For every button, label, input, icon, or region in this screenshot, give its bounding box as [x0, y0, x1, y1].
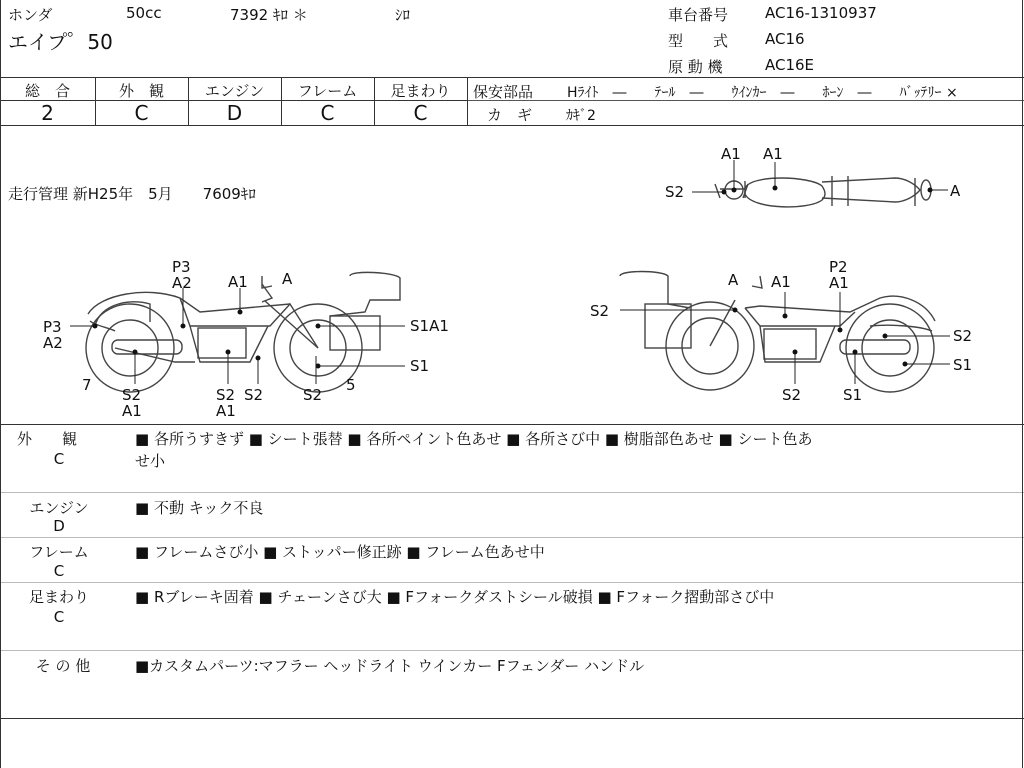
damage-code: 5: [346, 376, 356, 394]
overall-grade-label: 総 合: [24, 82, 70, 100]
exterior-grade: C: [134, 101, 149, 125]
section-label: エンジン: [29, 499, 89, 517]
model-name: エイプ゜50: [8, 30, 113, 54]
section-label: フレーム: [29, 543, 89, 561]
damage-code: S1: [953, 356, 973, 374]
damage-code: 7: [82, 376, 92, 394]
section-label: 足まわり: [28, 588, 89, 606]
divider: [0, 650, 1024, 651]
damage-code: A1: [122, 402, 142, 420]
damage-code: S2: [590, 302, 610, 320]
damage-code: S2: [122, 386, 142, 404]
frame-number-label: 車台番号: [668, 6, 729, 24]
damage-code: S2: [665, 183, 685, 201]
key-label: カ ギ: [487, 106, 533, 124]
mileage-note: 走行管理 新H25年 5月 7609ｷﾛ: [8, 185, 256, 203]
damage-diagram: [0, 126, 1024, 424]
key-value: ｶｷﾞ2: [566, 108, 596, 124]
damage-code: P3: [43, 318, 62, 336]
overall-grade: 2: [41, 101, 54, 125]
section-text: ■ Rブレーキ固着 ■ チェーンさび大 ■ Fフォークダストシール破損 ■ Fフォーク摺動部さび中: [135, 588, 775, 606]
section-text: せ小: [135, 452, 166, 470]
divider: [0, 77, 1024, 78]
divider: [0, 582, 1024, 583]
damage-code: S2: [303, 386, 323, 404]
section-grade: C: [53, 608, 65, 626]
section-label: そ の 他: [35, 657, 91, 675]
damage-code: A1: [228, 273, 248, 291]
divider: [467, 77, 468, 125]
suspension-grade: C: [413, 101, 428, 125]
damage-code: S2: [953, 327, 973, 345]
damage-code: A1: [763, 145, 783, 163]
damage-code: A1: [829, 274, 849, 292]
damage-code: P3: [172, 258, 191, 276]
damage-code: A: [282, 270, 293, 288]
exterior-grade-label: 外 観: [118, 82, 164, 100]
damage-code: A1: [721, 145, 741, 163]
divider: [0, 492, 1024, 493]
section-text: ■ フレームさび小 ■ ストッパー修正跡 ■ フレーム色あせ中: [135, 543, 545, 561]
damage-code: A: [728, 271, 739, 289]
divider: [0, 537, 1024, 538]
color: ｼﾛ: [395, 6, 411, 24]
section-grade: D: [53, 517, 65, 535]
damage-code: S2: [244, 386, 264, 404]
damage-code: S1: [843, 386, 863, 404]
damage-code: S2: [216, 386, 236, 404]
section-text: ■カスタムパーツ:マフラー ヘッドライト ウインカー Fフェンダー ハンドル: [135, 657, 645, 675]
damage-code: A2: [172, 274, 192, 292]
section-grade: C: [53, 450, 65, 468]
damage-code: S1A1: [410, 317, 449, 335]
damage-code: A: [950, 182, 961, 200]
damage-code: S2: [782, 386, 802, 404]
damage-code: P2: [829, 258, 848, 276]
engine-grade-label: エンジン: [204, 82, 265, 100]
section-text: ■ 不動 キック不良: [135, 499, 264, 517]
engine-model-label: 原 動 機: [668, 58, 723, 76]
frame-number: AC16-1310937: [765, 4, 877, 22]
engine-model-value: AC16E: [765, 56, 815, 74]
suspension-grade-label: 足まわり: [390, 82, 451, 100]
mileage: 7392 ｷﾛ ＊: [230, 6, 308, 24]
safety-parts-label: 保安部品: [473, 83, 534, 101]
bike-top-view: [715, 176, 931, 207]
section-grade: C: [53, 562, 65, 580]
damage-code: S1: [410, 357, 430, 375]
section-text: ■ 各所うすきず ■ シート張替 ■ 各所ペイント色あせ ■ 各所さび中 ■ 樹脂部色あせ ■ シート色あ: [135, 430, 813, 448]
damage-code: A1: [216, 402, 236, 420]
damage-code: A2: [43, 334, 63, 352]
damage-code: A1: [771, 273, 791, 291]
maker: ホンダ: [8, 6, 53, 24]
safety-parts-items: Hﾗｲﾄ ― ﾃｰﾙ ― ｳｲﾝｶｰ ― ﾎｰﾝ ― ﾊﾞｯﾃﾘｰ ×: [567, 85, 958, 101]
engine-cc: 50cc: [126, 4, 162, 22]
frame-grade-label: フレーム: [297, 82, 358, 100]
type-label: 型 式: [668, 32, 729, 50]
frame-grade: C: [320, 101, 335, 125]
engine-grade: D: [226, 101, 243, 125]
divider: [0, 424, 1024, 425]
divider: [0, 718, 1024, 719]
section-label: 外 観: [16, 430, 77, 448]
type-value: AC16: [765, 30, 805, 48]
